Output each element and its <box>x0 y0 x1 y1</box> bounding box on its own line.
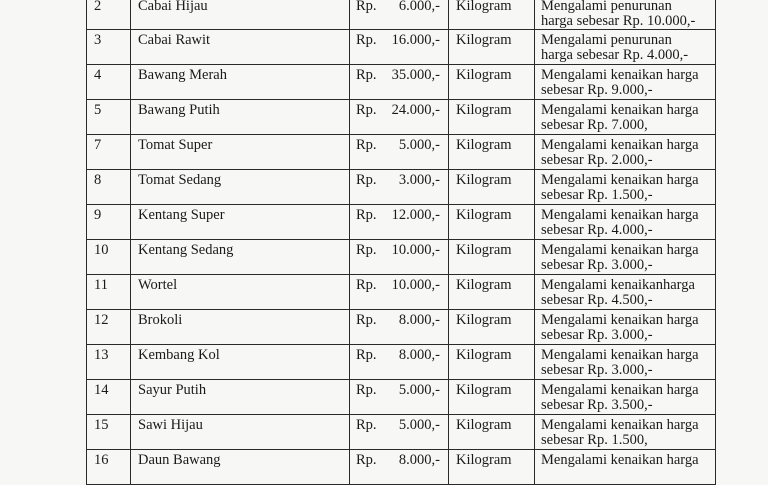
cell-commodity: Wortel <box>131 275 350 310</box>
cell-remark <box>535 205 716 240</box>
price-amount: 10.000,- <box>391 277 440 293</box>
cell-remark <box>535 415 716 450</box>
table-row <box>87 275 716 310</box>
price-currency: Rp. <box>356 32 377 48</box>
cell-commodity: Tomat Sedang <box>131 170 350 205</box>
price-amount: 24.000,- <box>391 102 440 118</box>
price-amount: 12.000,- <box>391 207 440 223</box>
price-currency: Rp. <box>356 207 377 223</box>
remark-line-1: Mengalami kenaikan harga <box>541 242 699 258</box>
price-currency: Rp. <box>356 102 377 118</box>
table-row <box>87 65 716 100</box>
remark-line-2: sebesar Rp. 1.500, <box>541 432 648 448</box>
price-currency: Rp. <box>356 67 377 83</box>
cell-commodity: Sayur Putih <box>131 380 350 415</box>
remark-line-1: Mengalami kenaikan harga <box>541 417 699 433</box>
table-row <box>87 170 716 205</box>
remark-line-2: sebesar Rp. 3.500,- <box>541 397 653 413</box>
cell-number: 11 <box>87 275 131 310</box>
remark-line-2: sebesar Rp. 7.000, <box>541 117 648 133</box>
cell-unit: Kilogram <box>449 100 535 135</box>
remark-line-2: sebesar Rp. 9.000,- <box>541 82 653 98</box>
cell-commodity: Daun Bawang <box>131 450 350 485</box>
price-currency: Rp. <box>356 0 377 14</box>
remark-line-2: sebesar Rp. 3.000,- <box>541 362 653 378</box>
cell-unit: Kilogram <box>449 415 535 450</box>
cell-number: 15 <box>87 415 131 450</box>
cell-price <box>350 275 449 310</box>
cell-remark <box>535 380 716 415</box>
remark-line-1: Mengalami penurunan <box>541 32 672 48</box>
cell-remark <box>535 310 716 345</box>
cell-unit: Kilogram <box>449 30 535 65</box>
cell-unit: Kilogram <box>449 240 535 275</box>
price-currency: Rp. <box>356 382 377 398</box>
cell-commodity: Cabai Hijau <box>131 0 350 30</box>
cell-number: 3 <box>87 30 131 65</box>
cell-price <box>350 30 449 65</box>
remark-line-1: Mengalami kenaikanharga <box>541 277 695 293</box>
remark-line-1: Mengalami kenaikan harga <box>541 102 699 118</box>
table-row <box>87 380 716 415</box>
cell-unit: Kilogram <box>449 170 535 205</box>
cell-price <box>350 170 449 205</box>
cell-unit: Kilogram <box>449 310 535 345</box>
remark-line-2: sebesar Rp. 3.000,- <box>541 257 653 273</box>
cell-remark <box>535 65 716 100</box>
cell-price <box>350 380 449 415</box>
cell-price <box>350 450 449 485</box>
cell-commodity: Bawang Merah <box>131 65 350 100</box>
remark-line-1: Mengalami kenaikan harga <box>541 207 699 223</box>
cell-remark <box>535 0 716 30</box>
cell-number: 16 <box>87 450 131 485</box>
cell-price <box>350 0 449 30</box>
table-row <box>87 135 716 170</box>
cell-unit: Kilogram <box>449 0 535 30</box>
remark-line-2: sebesar Rp. 2.000,- <box>541 152 653 168</box>
remark-line-2: sebesar Rp. 4.500,- <box>541 292 653 308</box>
table-row <box>87 345 716 380</box>
cell-unit: Kilogram <box>449 380 535 415</box>
commodity-price-table <box>86 0 716 485</box>
cell-unit: Kilogram <box>449 65 535 100</box>
price-amount: 8.000,- <box>398 347 440 363</box>
remark-line-1: Mengalami kenaikan harga <box>541 137 699 153</box>
remark-line-2: sebesar Rp. 3.000,- <box>541 327 653 343</box>
cell-unit: Kilogram <box>449 450 535 485</box>
cell-price <box>350 100 449 135</box>
price-amount: 6.000,- <box>398 0 440 14</box>
cell-number: 7 <box>87 135 131 170</box>
price-amount: 5.000,- <box>398 382 440 398</box>
table-row <box>87 310 716 345</box>
price-amount: 8.000,- <box>398 312 440 328</box>
price-currency: Rp. <box>356 242 377 258</box>
table-row <box>87 30 716 65</box>
cell-number: 12 <box>87 310 131 345</box>
cell-price <box>350 205 449 240</box>
cell-price <box>350 415 449 450</box>
cell-commodity: Cabai Rawit <box>131 30 350 65</box>
cell-remark <box>535 30 716 65</box>
price-currency: Rp. <box>356 417 377 433</box>
price-currency: Rp. <box>356 312 377 328</box>
cell-commodity: Sawi Hijau <box>131 415 350 450</box>
price-amount: 10.000,- <box>391 242 440 258</box>
cell-remark <box>535 135 716 170</box>
cell-commodity: Bawang Putih <box>131 100 350 135</box>
remark-line-1: Mengalami penurunan <box>541 0 672 14</box>
cell-commodity: Kentang Sedang <box>131 240 350 275</box>
table-row <box>87 415 716 450</box>
cell-price <box>350 310 449 345</box>
price-amount: 5.000,- <box>398 417 440 433</box>
remark-line-2: sebesar Rp. 1.500,- <box>541 187 653 203</box>
cell-number: 9 <box>87 205 131 240</box>
cell-commodity: Tomat Super <box>131 135 350 170</box>
remark-line-1: Mengalami kenaikan harga <box>541 172 699 188</box>
table-row <box>87 450 716 485</box>
price-currency: Rp. <box>356 277 377 293</box>
cell-remark <box>535 100 716 135</box>
remark-line-2: sebesar Rp. 4.000,- <box>541 222 653 238</box>
cell-unit: Kilogram <box>449 345 535 380</box>
table-row <box>87 205 716 240</box>
price-currency: Rp. <box>356 347 377 363</box>
price-currency: Rp. <box>356 137 377 153</box>
remark-line-1: Mengalami kenaikan harga <box>541 347 699 363</box>
cell-number: 10 <box>87 240 131 275</box>
cell-price <box>350 345 449 380</box>
price-amount: 3.000,- <box>398 172 440 188</box>
cell-commodity: Brokoli <box>131 310 350 345</box>
remark-line-2: harga sebesar Rp. 4.000,- <box>541 47 689 63</box>
cell-number: 4 <box>87 65 131 100</box>
remark-line-1: Mengalami kenaikan harga <box>541 382 699 398</box>
cell-price <box>350 65 449 100</box>
price-amount: 16.000,- <box>391 32 440 48</box>
cell-remark <box>535 450 716 485</box>
cell-remark <box>535 345 716 380</box>
remark-line-1: Mengalami kenaikan harga <box>541 312 699 328</box>
cell-commodity: Kembang Kol <box>131 345 350 380</box>
remark-line-2: harga sebesar Rp. 10.000,- <box>541 13 696 29</box>
price-amount: 8.000,- <box>398 452 440 468</box>
cell-number: 14 <box>87 380 131 415</box>
cell-number: 8 <box>87 170 131 205</box>
remark-line-1: Mengalami kenaikan harga <box>541 452 699 468</box>
cell-price <box>350 135 449 170</box>
cell-commodity: Kentang Super <box>131 205 350 240</box>
cell-number: 5 <box>87 100 131 135</box>
remark-line-1: Mengalami kenaikan harga <box>541 67 699 83</box>
cell-unit: Kilogram <box>449 135 535 170</box>
cell-number: 2 <box>87 0 131 30</box>
cell-remark <box>535 240 716 275</box>
price-amount: 35.000,- <box>391 67 440 83</box>
cell-price <box>350 240 449 275</box>
price-amount: 5.000,- <box>398 137 440 153</box>
table-body <box>87 0 716 485</box>
cell-unit: Kilogram <box>449 205 535 240</box>
table-row <box>87 240 716 275</box>
cell-remark <box>535 275 716 310</box>
price-currency: Rp. <box>356 452 377 468</box>
table-row <box>87 100 716 135</box>
cell-remark <box>535 170 716 205</box>
cell-number: 13 <box>87 345 131 380</box>
table-row <box>87 0 716 30</box>
price-currency: Rp. <box>356 172 377 188</box>
cell-unit: Kilogram <box>449 275 535 310</box>
